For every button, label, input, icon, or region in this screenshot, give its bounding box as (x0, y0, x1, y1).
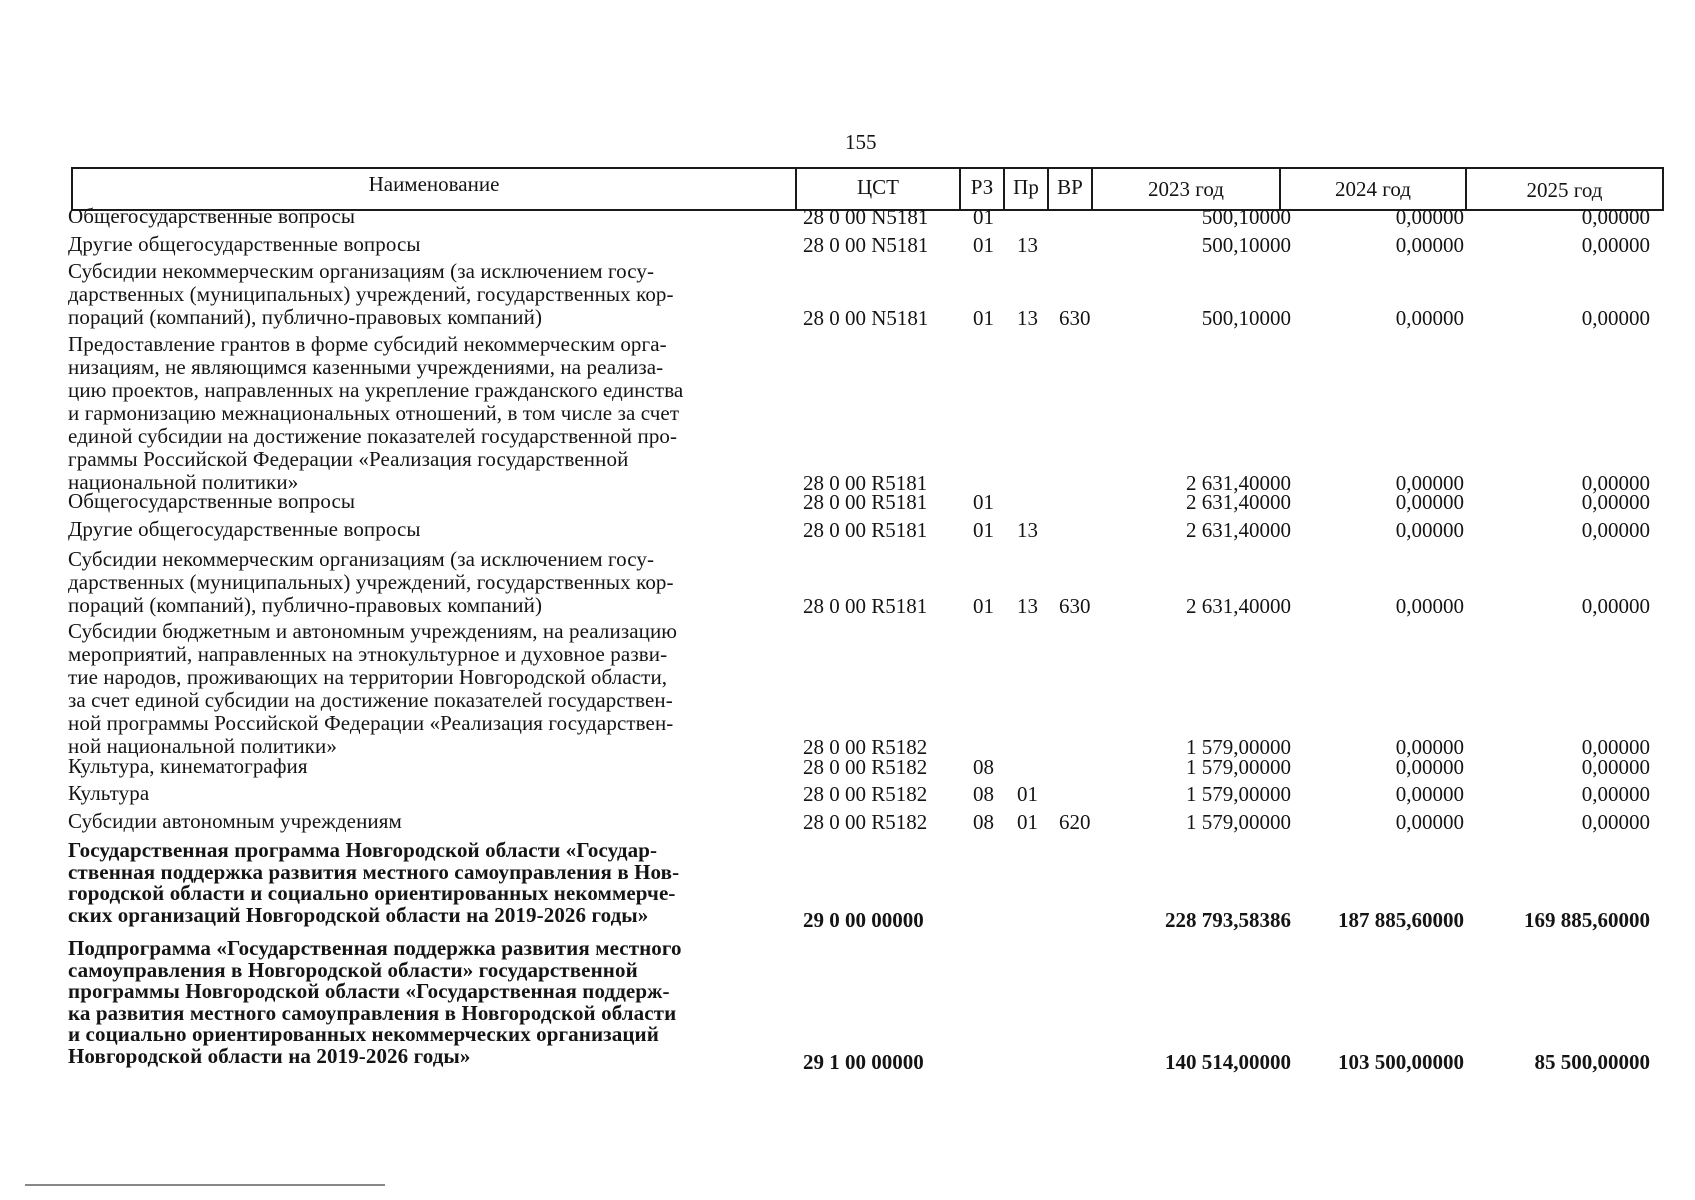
row-cst: 28 0 00 R5181 (803, 594, 928, 618)
row-cst: 28 0 00 R5182 (803, 810, 928, 834)
row-rz: 01 (973, 306, 994, 330)
row-2023: 500,10000 (1201, 306, 1291, 330)
row-cst: 28 0 00 N5181 (803, 233, 929, 257)
row-name: Культура, кинематография (68, 754, 308, 778)
row-pr: 13 (1017, 518, 1038, 542)
row-2023: 2 631,40000 (1186, 518, 1291, 542)
row-name: Субсидии автономным учреждениям (68, 809, 402, 833)
row-rz: 01 (973, 518, 994, 542)
row-2024: 0,00000 (1395, 471, 1464, 495)
row-name: Общегосударственные вопросы (68, 204, 356, 228)
row-rz: 08 (973, 755, 994, 779)
row-2025: 85 500,00000 (1534, 1050, 1650, 1074)
row-pr: 13 (1017, 594, 1038, 618)
row-name: Субсидии бюджетным и автономным учреждениям, на реализацию мероприятий, направленных на этнокультурное и духовное разви- тие народов, проживающих на территории Новгородской области, за счет единой субсидии на достижение показателей государствен- ной программы Российской Федерации «Реализация государствен- ной национальной политики» (68, 619, 678, 758)
row-cst: 28 0 00 N5181 (803, 205, 929, 229)
row-2023: 1 579,00000 (1186, 810, 1291, 834)
row-2024: 0,00000 (1395, 782, 1464, 806)
row-name: Подпрограмма «Государственная поддержка развития местного самоуправления в Новгородской области» государственной программы Новгородской области «Государственная поддерж- ка развития местного самоуправления в Новгородской области и социально ориентированных некоммерческих организаций Новгородской области на 2019-2026 годы» (68, 936, 682, 1068)
row-cst: 28 0 00 R5182 (803, 782, 928, 806)
row-rz: 01 (973, 490, 994, 514)
row-2023: 1 579,00000 (1186, 782, 1291, 806)
row-name: Предоставление грантов в форме субсидий некоммерческим орга- низациям, не являющимся казенными учреждениями, на реализа- цию проектов, направленных на укрепление гражданского единства и гармонизацию межнациональных отношений, в том числе за счет единой субсидии на достижение показателей государственной про- граммы Российской Федерации «Реализация государственной национальной политики» (68, 332, 684, 494)
page-number: 155 (845, 130, 877, 154)
row-rz: 01 (973, 205, 994, 229)
row-cst: 29 0 00 00000 (803, 908, 924, 932)
row-name: Субсидии некоммерческим организациям (за исключением госу- дарственных (муниципальных) учреждений, государственных кор- пораций (компаний), публично-правовых компаний) (68, 259, 674, 329)
row-2023: 500,10000 (1201, 233, 1291, 257)
row-name: Субсидии некоммерческим организациям (за исключением госу- дарственных (муниципальных) учреждений, государственных кор- пораций (компаний), публично-правовых компаний) (68, 547, 674, 617)
row-2023: 500,10000 (1201, 205, 1291, 229)
row-name: Общегосударственные вопросы (68, 489, 356, 513)
row-2023: 2 631,40000 (1186, 594, 1291, 618)
row-cst: 28 0 00 R5181 (803, 490, 928, 514)
row-2024: 103 500,00000 (1338, 1050, 1464, 1074)
row-pr: 13 (1017, 233, 1038, 257)
header-2025: 2025 год (1526, 178, 1603, 202)
row-2025: 0,00000 (1581, 306, 1650, 330)
row-2024: 0,00000 (1395, 233, 1464, 257)
header-vr: ВР (1049, 169, 1093, 209)
row-2024: 0,00000 (1395, 594, 1464, 618)
row-vr: 630 (1059, 594, 1091, 618)
row-2025: 0,00000 (1581, 755, 1650, 779)
header-rz: РЗ (961, 169, 1005, 209)
row-cst: 28 0 00 R5181 (803, 471, 928, 495)
row-vr: 630 (1059, 306, 1091, 330)
row-2023: 228 793,58386 (1165, 908, 1291, 932)
row-name: Культура (68, 781, 150, 805)
row-2025: 0,00000 (1581, 594, 1650, 618)
row-name: Другие общегосударственные вопросы (68, 232, 421, 256)
header-cst: ЦСТ (797, 169, 961, 209)
row-2024: 0,00000 (1395, 490, 1464, 514)
row-2025: 0,00000 (1581, 471, 1650, 495)
row-2025: 0,00000 (1581, 735, 1650, 759)
row-2023: 140 514,00000 (1165, 1050, 1291, 1074)
row-cst: 28 0 00 R5182 (803, 735, 928, 759)
row-2023: 1 579,00000 (1186, 735, 1291, 759)
row-2025: 0,00000 (1581, 810, 1650, 834)
footer-rule (25, 1184, 385, 1186)
row-pr: 01 (1017, 782, 1038, 806)
row-name: Государственная программа Новгородской области «Государ- ственная поддержка развития местного самоуправления в Нов- городской области и социально ориентированных некоммерче- ских организаций Новгородской области на 2019-2026 годы» (68, 838, 680, 927)
row-2024: 187 885,60000 (1338, 908, 1464, 932)
row-rz: 01 (973, 233, 994, 257)
header-pr: Пр (1005, 169, 1049, 209)
row-2025: 0,00000 (1581, 490, 1650, 514)
row-rz: 01 (973, 594, 994, 618)
row-rz: 08 (973, 782, 994, 806)
row-2025: 0,00000 (1581, 782, 1650, 806)
row-2025: 0,00000 (1581, 518, 1650, 542)
row-name: Другие общегосударственные вопросы (68, 517, 421, 541)
row-cst: 28 0 00 R5181 (803, 518, 928, 542)
row-cst: 28 0 00 R5182 (803, 755, 928, 779)
row-2024: 0,00000 (1395, 306, 1464, 330)
header-2024: 2024 год (1281, 169, 1467, 209)
row-2023: 2 631,40000 (1186, 490, 1291, 514)
row-2024: 0,00000 (1395, 755, 1464, 779)
row-2024: 0,00000 (1395, 735, 1464, 759)
header-2023: 2023 год (1093, 169, 1281, 209)
row-cst: 28 0 00 N5181 (803, 306, 929, 330)
row-pr: 13 (1017, 306, 1038, 330)
row-2024: 0,00000 (1395, 205, 1464, 229)
row-rz: 08 (973, 810, 994, 834)
row-vr: 620 (1059, 810, 1091, 834)
row-cst: 29 1 00 00000 (803, 1050, 924, 1074)
row-2024: 0,00000 (1395, 518, 1464, 542)
row-2024: 0,00000 (1395, 810, 1464, 834)
row-2025: 0,00000 (1581, 205, 1650, 229)
row-2023: 2 631,40000 (1186, 471, 1291, 495)
row-2023: 1 579,00000 (1186, 755, 1291, 779)
row-pr: 01 (1017, 810, 1038, 834)
row-2025: 0,00000 (1581, 233, 1650, 257)
header-name: Наименование (73, 169, 797, 209)
row-2025: 169 885,60000 (1524, 908, 1650, 932)
